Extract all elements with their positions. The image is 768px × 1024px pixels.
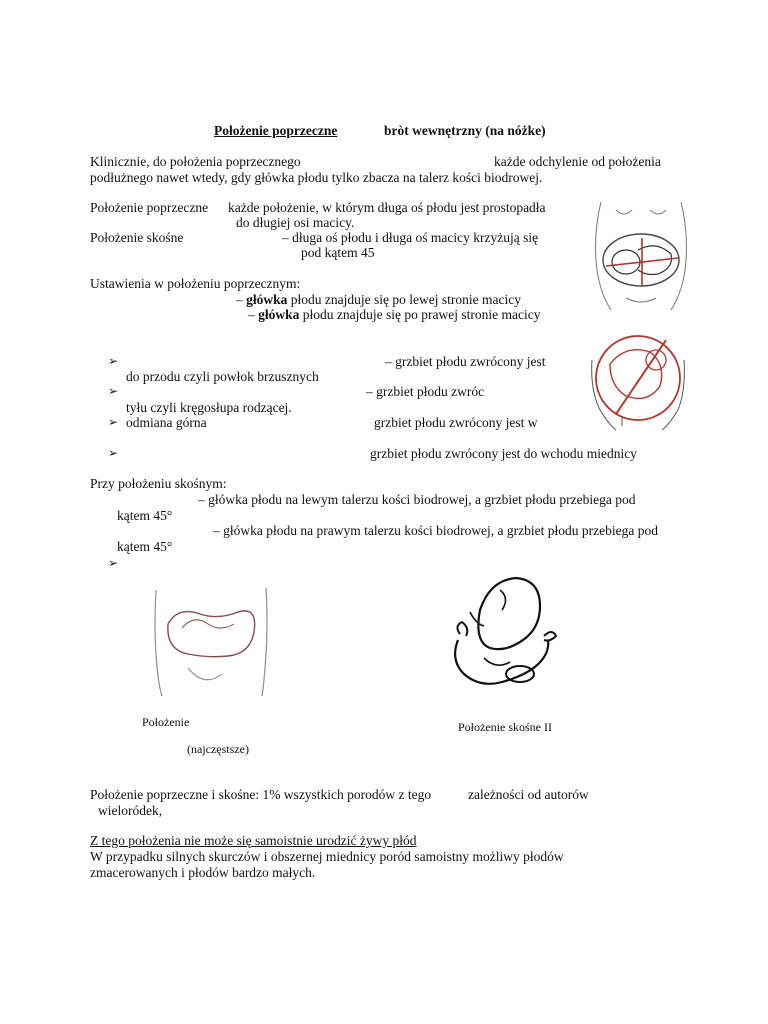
intro-line1-right: każde odchylenie od położenia bbox=[494, 154, 661, 169]
bullet-1-right: – grzbiet płodu zwrócony jest bbox=[385, 354, 546, 369]
title-part1: Położenie poprzeczne bbox=[214, 123, 338, 138]
bullet-4-right: grzbiet płodu zwrócony jest do wchodu miednicy bbox=[370, 446, 637, 461]
caption-right: Położenie skośne II bbox=[458, 720, 552, 734]
title-part2: bròt wewnętrzny (na nóżke) bbox=[384, 123, 546, 138]
bullet-3-icon: ➢ bbox=[108, 415, 119, 429]
skosne-line1a: – główka płodu na lewym talerzu kości biodrowej, a grzbiet płodu przebiega pod bbox=[198, 492, 636, 507]
bullet-3-right: grzbiet płodu zwrócony jest w bbox=[374, 415, 538, 430]
bullet-2-cont: tyłu czyli kręgosłupa rodzącej. bbox=[126, 400, 292, 415]
bullet-2-right: – grzbiet płodu zwróc bbox=[366, 384, 485, 399]
summary-line1b: zależności od autorów bbox=[468, 787, 589, 802]
def-skosne-text2: pod kątem 45 bbox=[301, 245, 375, 260]
ustawienia-heading: Ustawienia w położeniu poprzecznym: bbox=[90, 276, 301, 291]
oblique-position-ii-illustration bbox=[440, 570, 566, 698]
transverse-position-illustration bbox=[586, 190, 696, 318]
caption-left-2: (najczęstsze) bbox=[187, 742, 249, 756]
oblique-position-illustration bbox=[586, 330, 690, 432]
ustawienia-line2: – główka płodu znajduje się po prawej stronie macicy bbox=[248, 307, 541, 322]
skosne-line2b: kątem 45° bbox=[117, 539, 173, 554]
transverse-uterus-illustration bbox=[148, 584, 272, 700]
bullet-2-icon: ➢ bbox=[108, 384, 119, 398]
summary-line2: wieloródek, bbox=[98, 803, 163, 818]
bullet-1-cont: do przodu czyli powłok brzusznych bbox=[126, 369, 319, 384]
bullet-1-icon: ➢ bbox=[108, 354, 119, 368]
skosne-line1b: kątem 45° bbox=[117, 508, 173, 523]
def-poprzeczne-text2: do długiej osi macicy. bbox=[236, 215, 355, 230]
intro-line1-left: Klinicznie, do położenia poprzecznego bbox=[90, 154, 301, 169]
intro-line2: podłużnego nawet wtedy, gdy główka płodu tylko zbacza na talerz kości biodrowej. bbox=[90, 170, 543, 185]
def-skosne-label: Położenie skośne bbox=[90, 230, 184, 245]
skosne-heading: Przy położeniu skośnym: bbox=[90, 476, 227, 491]
caption-left-1: Położenie bbox=[142, 715, 190, 729]
summary-line1a: Położenie poprzeczne i skośne: 1% wszystkich porodów z tego bbox=[90, 787, 432, 802]
def-poprzeczne-text1: każde położenie, w którym długa oś płodu jest prostopadła bbox=[228, 200, 546, 215]
bullet-3-left: odmiana górna bbox=[126, 415, 207, 430]
skosne-line2a: – główka płodu na prawym talerzu kości biodrowej, a grzbiet płodu przebiega pod bbox=[213, 523, 658, 538]
def-skosne-text1: – długa oś płodu i długa oś macicy krzyżują się bbox=[282, 230, 539, 245]
final-para-line2: zmacerowanych i płodów bardzo małych. bbox=[90, 865, 316, 880]
bullet-5-icon: ➢ bbox=[108, 556, 119, 570]
final-para-line1: W przypadku silnych skurczów i obszernej miednicy poród samoistny możliwy płodów bbox=[90, 849, 564, 864]
ustawienia-line1: – główka płodu znajduje się po lewej stronie macicy bbox=[236, 292, 521, 307]
def-poprzeczne-label: Położenie poprzeczne bbox=[90, 200, 209, 215]
bullet-4-icon: ➢ bbox=[108, 446, 119, 460]
final-underlined: Z tego położenia nie może się samoistnie urodzić żywy płód bbox=[90, 833, 417, 848]
